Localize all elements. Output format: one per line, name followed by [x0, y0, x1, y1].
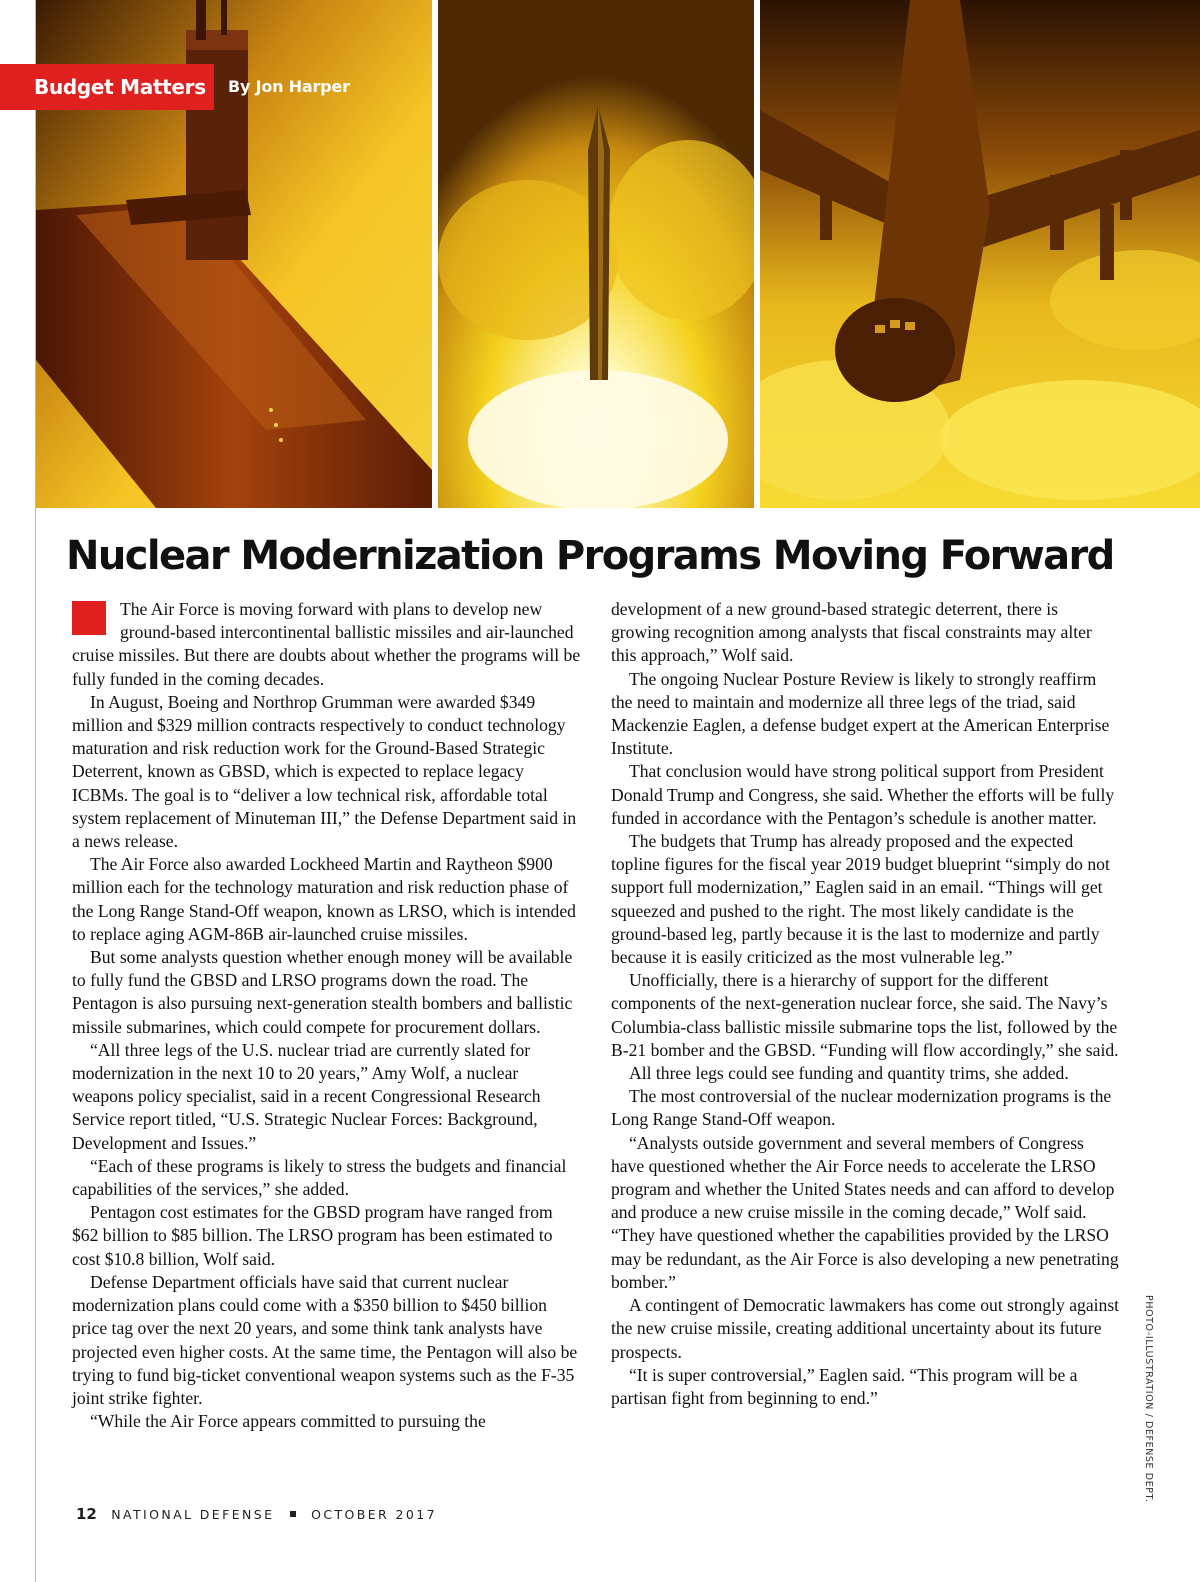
article-paragraph: The Air Force also awarded Lockheed Martin and Raytheon $900 million each for the technology maturation and risk reduction phase of the Long Range Stand-Off weapon, known as LRSO, which is intended to replace aging AGM-86B air-launched cruise missiles.: [72, 854, 576, 944]
footer-separator: [290, 1511, 296, 1517]
article-paragraph: Pentagon cost estimates for the GBSD program have ranged from $62 billion to $85 billion. The LRSO program has been estimated to cost $10.8 billion, Wolf said.: [72, 1202, 553, 1269]
page-footer: [76, 1505, 437, 1523]
byline: By Jon Harper: [228, 77, 350, 96]
photo-bomber: [760, 0, 1200, 508]
article-paragraph: Unofficially, there is a hierarchy of support for the different components of the next-generation nuclear force, she said. The Navy’s Columbia-class ballistic missile submarine tops the list, followed by the B-21 bomber and the GBSD. “Funding will flow accordingly,” she said.: [611, 970, 1119, 1060]
publication-name: NATIONAL DEFENSE: [111, 1507, 275, 1522]
photo-missile-launch: [438, 0, 754, 508]
dropcap-square: [72, 601, 106, 635]
article-paragraph: Defense Department officials have said that current nuclear modernization plans could come with a $350 billion to $450 billion price tag over the next 20 years, and some think tank analysts have projected even higher costs. At the same time, the Pentagon will also be trying to fund big-ticket conventional weapon systems such as the F-35 joint strike fighter.: [72, 1271, 578, 1408]
article-paragraph: [72, 598, 582, 691]
article-paragraph: The most controversial of the nuclear modernization programs is the Long Range Stand-Off weapon.: [611, 1086, 1112, 1130]
article-paragraph: A contingent of Democratic lawmakers has come out strongly against the new cruise missile, creating additional uncertainty about its future prospects.: [611, 1295, 1120, 1362]
article-paragraph: That conclusion would have strong political support from President Donald Trump and Congress, she said. Whether the efforts will be fully funded in accordance with the Pentagon’s schedule is another matter.: [611, 761, 1115, 828]
article-paragraph: The budgets that Trump has already proposed and the expected topline figures for the fiscal year 2019 budget blueprint “simply do not support full modernization,” Eaglen said in an email. “Things will get squeezed and pushed to the right. The most likely candidate is the ground-based leg, partly because it is the last to modernize and partly because it is easily criticized as the most vulnerable leg.”: [611, 831, 1110, 968]
article-paragraph: “All three legs of the U.S. nuclear triad are currently slated for modernization in the next 10 to 20 years,” Amy Wolf, a nuclear weapons policy specialist, said in a recent Congressional Research Service report titled, “U.S. Strategic Nuclear Forces: Background, Development and Issues.”: [72, 1039, 541, 1153]
article-paragraph: But some analysts question whether enough money will be available to fully fund the GBSD and LRSO programs down the road. The Pentagon is also pursuing next-generation stealth bombers and ballistic missile submarines, which could compete for procurement dollars.: [72, 947, 573, 1037]
article-paragraph: “It is super controversial,” Eaglen said. “This program will be a partisan fight from beginning to end.”: [611, 1364, 1078, 1408]
section-tag: Budget Matters: [0, 64, 214, 110]
article-paragraph: The ongoing Nuclear Posture Review is likely to strongly reaffirm the need to maintain and modernize all three legs of the triad, said Mackenzie Eaglen, a defense budget expert at the American Enterprise Institute.: [611, 668, 1110, 759]
article-paragraph: “While the Air Force appears committed to pursuing the: [90, 1411, 486, 1432]
article-paragraph: “Each of these programs is likely to stress the budgets and financial capabilities of the services,” she added.: [72, 1155, 567, 1200]
paragraph-text: The Air Force is moving forward with plans to develop new ground-based intercontinental ballistic missiles and air-launched cruise missiles. But there are doubts about whether the programs will be fully funded in the coming decades.: [72, 599, 581, 689]
article-column-left: [72, 598, 582, 1433]
article-paragraph: development of a new ground-based strategic deterrent, there is growing recognition among analysts that fiscal constraints may alter this approach,” Wolf said.: [611, 599, 1092, 666]
page-number: 12: [76, 1505, 97, 1523]
headline: Nuclear Modernization Programs Moving Forward: [66, 533, 1114, 579]
issue-date: OCTOBER 2017: [311, 1507, 437, 1522]
article-paragraph: All three legs could see funding and quantity trims, she added.: [629, 1063, 1069, 1084]
photo-credit: PHOTO-ILLUSTRATION / DEFENSE DEPT.: [1143, 1295, 1154, 1503]
article-paragraph: In August, Boeing and Northrop Grumman were awarded $349 million and $329 million contracts respectively to conduct technology maturation and risk reduction work for the Ground-Based Strategic Deterrent, known as GBSD, which is expected to replace legacy ICBMs. The goal is to “deliver a low technical risk, affordable total system replacement of Minuteman III,” the Defense Department said in a news release.: [72, 691, 577, 852]
article-paragraph: “Analysts outside government and several members of Congress have questioned whether the Air Force needs to accelerate the LRSO program and whether the United States needs and can afford to develop and produce a new cruise missile in the coming decade,” Wolf said. “They have questioned whether the capabilities provided by the LRSO may be redundant, as the Air Force is also developing a new penetrating bomber.”: [611, 1132, 1119, 1292]
article-column-right: [611, 598, 1121, 1410]
